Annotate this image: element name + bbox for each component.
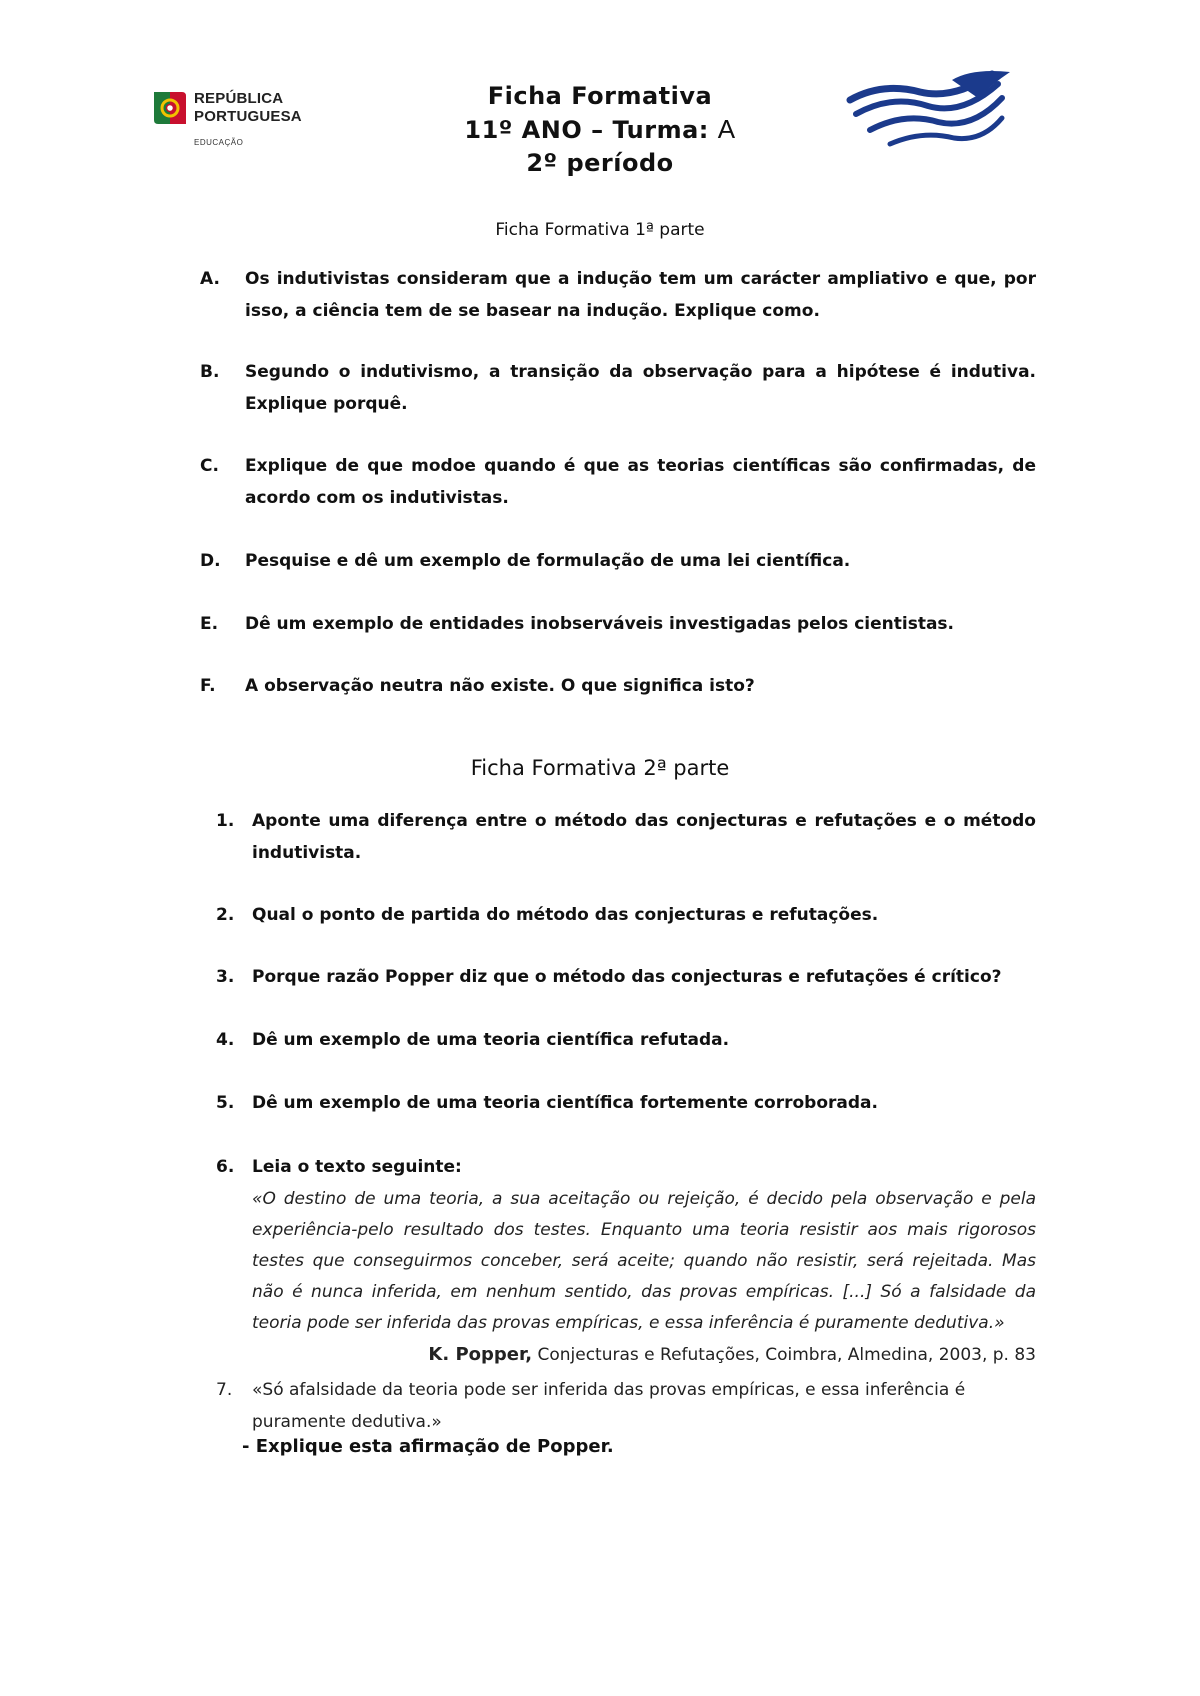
question-marker: D. [200,551,221,571]
page-header [0,70,1200,190]
question-text: Segundo o indutivismo, a transição da observação para a hipótese é indutiva. Explique porquê. [245,362,1036,414]
republica-portuguesa-logo [150,88,320,158]
quote-source [252,1344,1036,1365]
title-line-1: Ficha Formativa [487,82,713,110]
title-year: 11º ANO – Turma: [464,116,709,144]
question-text: A observação neutra não existe. O que significa isto? [245,676,755,696]
question-marker: A. [200,269,220,289]
question-text: Pesquise e dê um exemplo de formulação de uma lei científica. [245,551,851,571]
title-line-2 [330,113,870,147]
question-text: Porque razão Popper diz que o método das conjecturas e refutações é crítico? [252,967,1002,987]
question-marker: B. [200,362,220,382]
school-logo [842,70,1022,150]
question-text: Dê um exemplo de uma teoria científica fortemente corroborada. [252,1093,878,1113]
question-text: Dê um exemplo de entidades inobserváveis investigadas pelos cientistas. [245,614,955,634]
logo-text-republica: REPÚBLICA [194,90,284,107]
question-marker: 3. [216,967,235,987]
question-marker: 1. [216,811,235,831]
title-line-3: 2º período [526,149,674,177]
question-text: Aponte uma diferença entre o método das conjecturas e refutações e o método indutivista. [252,811,1036,863]
question-text: Qual o ponto de partida do método das conjecturas e refutações. [252,905,879,925]
logo-text-portuguesa: PORTUGUESA [194,108,302,125]
question-marker: F. [200,676,216,696]
question-marker: 5. [216,1093,235,1113]
question-marker: E. [200,614,219,634]
popper-quote: «O destino de uma teoria, a sua aceitação ou rejeição, é decido pela observação e pela experiência-pelo resultado dos testes. Enquanto uma teoria resistir aos mais rigorosos testes que conseguirmos conceber, será aceite; quando não resistir, será rejeitada. Mas não é nunca inferida, em nenhum sentido, das provas empíricas. [...] Só a falsidade da teoria pode ser inferida das provas empíricas, e essa inferência é puramente dedutiva.» [252,1189,1036,1333]
question-text: Explique de que modoe quando é que as teorias científicas são confirmadas, de acordo com os indutivistas. [245,456,1036,508]
question-marker: 2. [216,905,235,925]
quote-reference: Conjecturas e Refutações, Coimbra, Almedina, 2003, p. 83 [532,1345,1036,1365]
school-wave-logo-icon [842,70,1022,150]
worksheet-title-block [330,80,870,180]
part2-title: Ficha Formativa 2ª parte [470,756,730,780]
question-marker: C. [200,456,219,476]
quote-author: K. Popper, [428,1344,533,1365]
logo-text-educacao: EDUCAÇÃO [194,138,244,147]
question-text: «Só afalsidade da teoria pode ser inferida das provas empíricas, e essa inferência é puramente dedutiva.» [252,1380,966,1432]
question-7-instruction: - Explique esta afirmação de Popper. [242,1436,614,1457]
question-marker: 4. [216,1030,235,1050]
part1-title: Ficha Formativa 1ª parte [495,220,705,240]
title-turma: A [717,114,736,144]
question-text: Leia o texto seguinte: [252,1157,462,1177]
question-marker: 7. [216,1380,233,1400]
flag-emblem-icon [150,88,190,128]
question-marker: 6. [216,1157,235,1177]
question-text: Os indutivistas consideram que a indução tem um carácter ampliativo e que, por isso, a ciência tem de se basear na indução. Explique como. [245,269,1036,321]
question-text: Dê um exemplo de uma teoria científica refutada. [252,1030,730,1050]
